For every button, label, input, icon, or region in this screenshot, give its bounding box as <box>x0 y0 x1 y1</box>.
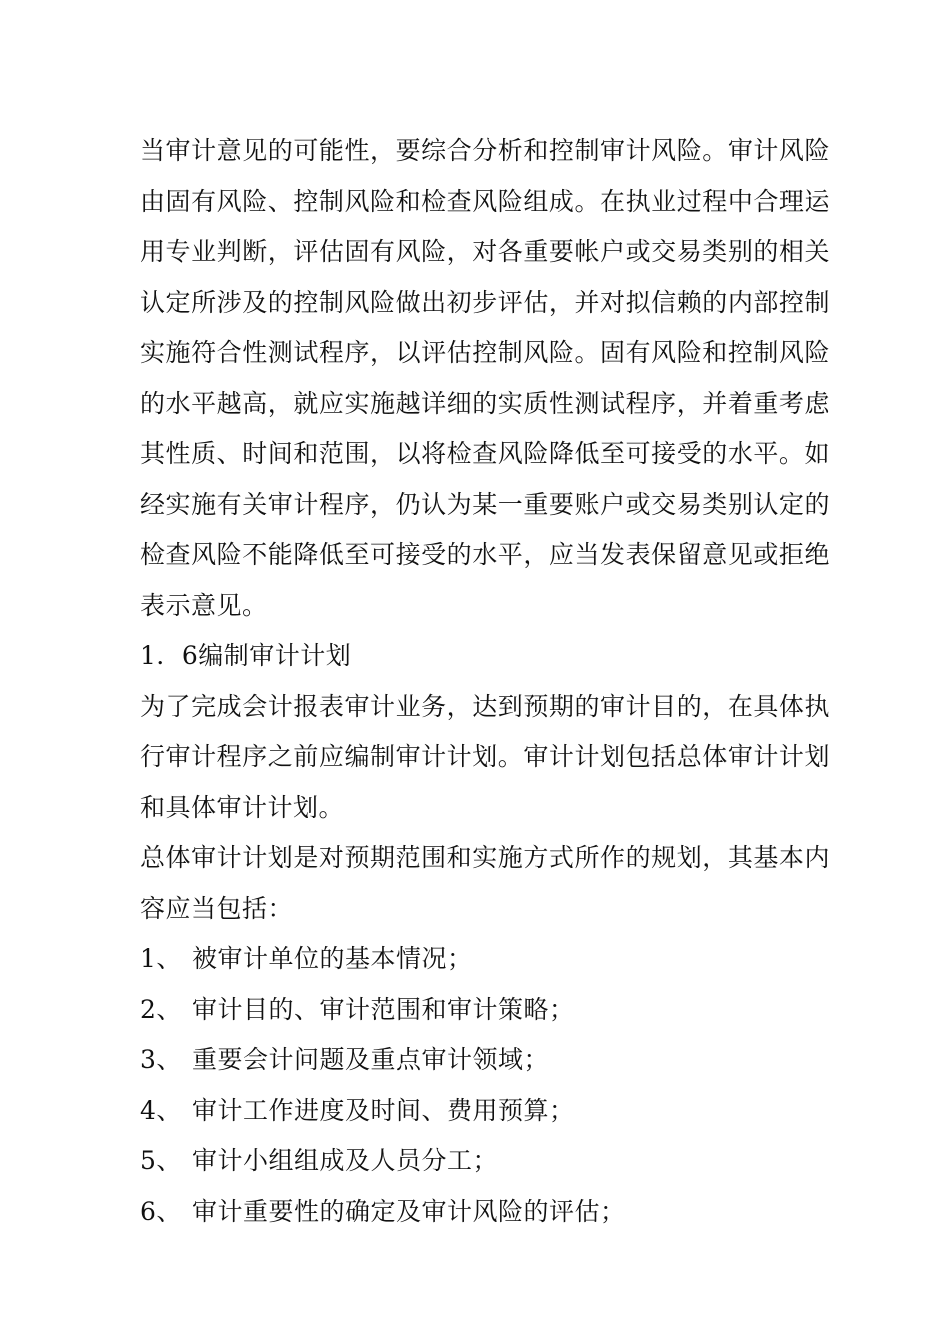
list-item-number: 2、 <box>140 994 182 1024</box>
list-item-number: 6、 <box>140 1196 182 1226</box>
paragraph-overall-plan: 总体审计计划是对预期范围和实施方式所作的规划，其基本内容应当包括： <box>140 843 830 923</box>
list-item <box>140 1035 830 1086</box>
document-body <box>140 126 830 1237</box>
list-item-text: 审计目的、审计范围和审计策略； <box>192 994 575 1024</box>
list-item-text: 被审计单位的基本情况； <box>192 944 473 973</box>
paragraph-audit-risk: 当审计意见的可能性，要综合分析和控制审计风险。审计风险由固有风险、控制风险和检查风险组成。在执业过程中合理运用专业判断，评估固有风险，对各重要帐户或交易类别的相关认定所涉及的控制风险做出初步评估，并对拟信赖的内部控制实施符合性测试程序，以评估控制风险。固有风险和控制风险的水平越高，就应实施越详细的实质性测试程序，并着重考虑其性质、时间和范围，以将检查风险降低至可接受的水平。如经实施有关审计程序，仍认为某一重要账户或交易类别认定的检查风险不能降低至可接受的水平，应当发表保留意见或拒绝表示意见。 <box>140 136 830 620</box>
list-item-text: 审计重要性的确定及审计风险的评估； <box>192 1196 626 1226</box>
list-item <box>140 1086 830 1137</box>
list-item-number: 5、 <box>140 1146 182 1175</box>
list-item <box>140 985 830 1036</box>
list-item <box>140 934 830 985</box>
plan-content-list <box>140 934 830 1237</box>
list-item <box>140 1187 830 1238</box>
list-item-text: 审计小组组成及人员分工； <box>192 1146 499 1175</box>
list-item-number: 3、 <box>140 1045 182 1074</box>
list-item-number: 1、 <box>140 944 182 973</box>
list-item-number: 4、 <box>140 1095 182 1125</box>
list-item <box>140 1136 830 1187</box>
list-item-text: 审计工作进度及时间、费用预算； <box>192 1095 575 1125</box>
paragraph-audit-plan: 为了完成会计报表审计业务，达到预期的审计目的，在具体执行审计程序之前应编制审计计划。审计计划包括总体审计计划和具体审计计划。 <box>140 691 830 822</box>
section-heading: 1．6编制审计计划 <box>140 641 352 670</box>
list-item-text: 重要会计问题及重点审计领域； <box>192 1045 550 1074</box>
